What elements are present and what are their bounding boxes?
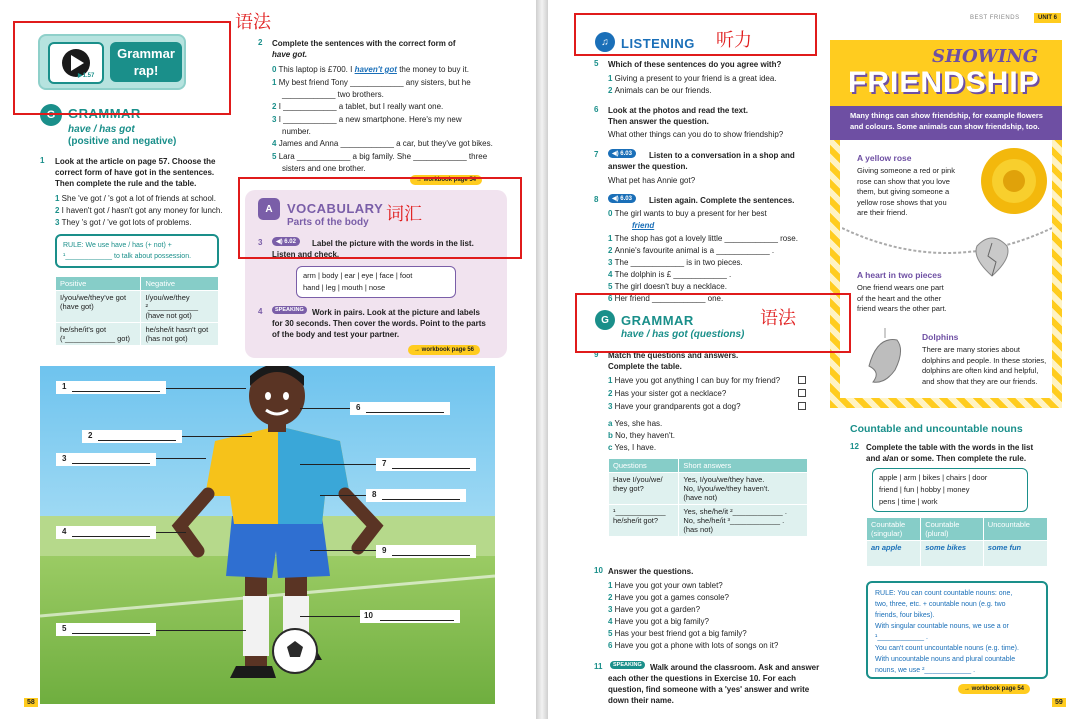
yellow-rose-image [976, 146, 1052, 216]
text-line: One friend wears one part [857, 283, 944, 292]
rule-line: friends, four bikes). [875, 612, 935, 619]
word-list-line: pens | time | work [879, 497, 938, 506]
text-line: friend wears the other part. [857, 304, 947, 313]
exercise-9-question: 3 Have your grandparents got a dog? [608, 402, 741, 411]
exercise-10-item: 4 Have you got a big family? [608, 617, 709, 626]
exercise-7-question: What pet has Annie got? [608, 176, 696, 185]
label-box-1[interactable] [56, 381, 166, 394]
exercise-8-item: 5 The girl doesn't buy a necklace. [608, 282, 727, 291]
label-number: 3 [62, 454, 67, 463]
grammar-subtitle: have / has got (questions) [621, 329, 745, 340]
exercise-2-item: 3 I ____________ a new smartphone. Here's my new [272, 115, 462, 124]
rule-box [866, 581, 1048, 679]
badge-text: Grammar rap! [110, 42, 182, 82]
exercise-9-answer: c Yes, I have. [608, 443, 657, 452]
label-line [72, 463, 150, 464]
exercise-2-item: 4 James and Anna ____________ a car, but they've got bikes. [272, 139, 493, 148]
label-number: 6 [356, 403, 361, 412]
label-box-8[interactable] [366, 489, 466, 502]
grammar-title: GRAMMAR [68, 106, 141, 121]
exercise-1-item: 1 She 've got / 's got a lot of friends at school. [55, 194, 216, 203]
exercise-9-instruction: Complete the table. [608, 362, 682, 371]
article-intro [830, 106, 1062, 140]
article-title: SHOWING [932, 46, 1039, 67]
table-cell: Yes, I/you/we/they have. No, I/you/we/they haven't. (have not) [679, 473, 808, 505]
headphones-icon: ♫ [595, 32, 615, 52]
table-cell: ¹____________ he/she/it got? [609, 505, 679, 537]
answer-checkbox[interactable] [798, 389, 806, 397]
rule-line: two, three, etc. + countable noun (e.g. two [875, 601, 1006, 608]
exercise-8-instruction: Listen again. Complete the sentences. [649, 196, 795, 205]
label-pointer [300, 408, 350, 409]
article-title: FRIENDSHIP [848, 66, 1040, 99]
label-number: 8 [372, 490, 377, 499]
exercise-1-item: 2 I haven't got / hasn't got any money for lunch. [55, 206, 223, 215]
label-line [72, 633, 150, 634]
exercise-4-instruction: of the body and test your partner. [272, 330, 400, 339]
word-list-line: arm | body | ear | eye | face | foot [303, 271, 413, 280]
exercise-1-instruction: correct form of have got in the sentences. [55, 168, 215, 177]
right-page [548, 0, 1080, 719]
grammar-title: GRAMMAR [621, 313, 694, 328]
workbook-link[interactable]: → workbook page 54 [410, 175, 482, 185]
label-box-6[interactable] [350, 402, 450, 415]
label-line [392, 555, 470, 556]
label-box-3[interactable] [56, 453, 156, 466]
exercise-7-instruction: Listen to a conversation in a shop and [649, 151, 795, 160]
label-number: 9 [382, 546, 387, 555]
exercise-10-item: 3 Have you got a garden? [608, 605, 701, 614]
exercise-9-answer: a Yes, she has. [608, 419, 663, 428]
annotation-box-vocabulary [238, 177, 522, 259]
workbook-link[interactable]: → workbook page 54 [958, 684, 1030, 694]
text-line: There are many stories about [922, 345, 1020, 354]
exercise-10-instruction: Answer the questions. [608, 567, 694, 576]
exercise-8-item: 6 Her friend ____________ one. [608, 294, 724, 303]
exercise-8-item: 4 The dolphin is £ ____________ . [608, 270, 732, 279]
section-heading: A yellow rose [857, 153, 912, 163]
rule-line: With uncountable nouns and plural countable [875, 656, 1016, 663]
label-line [380, 620, 454, 621]
table-header: Countable (plural) [921, 518, 984, 541]
table-cell: some bikes [921, 541, 984, 567]
rule-line: nouns, we use ²____________ . [875, 667, 976, 674]
word-list-box [872, 468, 1028, 512]
answer-checkbox[interactable] [798, 376, 806, 384]
label-pointer [166, 388, 246, 389]
label-pointer [182, 436, 252, 437]
rule-line: ¹____________ to talk about possession. [63, 253, 192, 260]
exercise-2-item: number. [282, 127, 311, 136]
annotation-box-listening [574, 13, 817, 56]
exercise-2-instruction: have got. [272, 50, 308, 59]
label-pointer [300, 616, 360, 617]
exercise-4-number: 4 [258, 307, 263, 316]
text-line: them, but giving someone a [857, 187, 950, 196]
countable-table [866, 517, 1048, 567]
exercise-7-number: 7 [594, 150, 599, 159]
section-heading: Dolphins [922, 332, 959, 342]
text-line: and show that they are our friends. [922, 376, 1038, 386]
section-text [857, 166, 955, 219]
exercise-6-instruction: Then answer the question. [608, 117, 709, 126]
page-number: 58 [24, 698, 38, 707]
label-pointer [156, 532, 186, 533]
vocabulary-icon: A [258, 198, 280, 220]
annotation-box-grammar-2 [575, 293, 851, 353]
rule-line: ¹____________ . [875, 634, 928, 641]
text-line: yellow rose shows that you [857, 197, 947, 207]
page-number: 59 [1052, 698, 1066, 707]
exercise-11-number: 11 [594, 662, 603, 671]
label-number: 10 [364, 611, 373, 620]
rule-line: RULE: You can count countable nouns: one, [875, 590, 1013, 597]
grammar-icon: G [595, 310, 615, 330]
label-number: 2 [88, 431, 93, 440]
exercise-5-item: 2 Animals can be our friends. [608, 86, 712, 95]
exercise-2-instruction: Complete the sentences with the correct form of [272, 39, 456, 48]
exercise-9-answer: b No, they haven't. [608, 431, 675, 440]
dolphin-pendant-image [857, 326, 913, 388]
exercise-2-number: 2 [258, 38, 263, 47]
have-got-table [55, 276, 219, 346]
exercise-3-number: 3 [258, 238, 263, 247]
exercise-10-number: 10 [594, 566, 603, 575]
badge-audio-label: ▶1.57 [78, 73, 95, 79]
label-line [72, 536, 150, 537]
rule-line: You can't count uncountable nouns (e.g. time). [875, 645, 1019, 652]
table-cell: an apple [867, 541, 921, 567]
exercise-2-item: 2 I ____________ a tablet, but I really want one. [272, 102, 444, 111]
table-header: Countable (singular) [867, 518, 921, 541]
label-pointer [300, 464, 376, 465]
exercise-10-item: 2 Have you got a games console? [608, 593, 729, 602]
unit-badge: UNIT 6 [1034, 13, 1061, 23]
annotation-label-grammar-2: 语法 [760, 308, 796, 329]
label-box-10[interactable] [360, 610, 460, 623]
exercise-2-item: sisters and one brother. [282, 164, 366, 173]
word-list-line: hand | leg | mouth | nose [303, 283, 386, 292]
table-cell: I/you/we/they've got (have got) [56, 291, 141, 323]
audio-button[interactable]: ◀) 6.03 [608, 149, 636, 158]
running-header: BEST FRIENDS [970, 15, 1020, 21]
table-cell: some fun [983, 541, 1047, 567]
exercise-3-instruction: Label the picture with the words in the list. [312, 239, 474, 248]
rule-line: RULE: We use have / has (+ not) + [63, 242, 172, 249]
label-number: 1 [62, 382, 67, 391]
word-list-line: friend | fun | hobby | money [879, 485, 970, 494]
exercise-12-number: 12 [850, 442, 859, 451]
exercise-5-number: 5 [594, 59, 599, 68]
exercise-6-number: 6 [594, 105, 599, 114]
text-line: of the heart and the other [857, 293, 942, 303]
label-line [366, 412, 444, 413]
label-box-5[interactable] [56, 623, 156, 636]
exercise-8-answer: friend [632, 221, 655, 230]
exercise-4-instruction: for 30 seconds. Then cover the words. Point to the parts [272, 319, 486, 328]
label-number: 7 [382, 459, 387, 468]
label-number: 4 [62, 527, 67, 536]
exercise-8-item: 2 Annie's favourite animal is a ____________ . [608, 246, 775, 255]
listening-title: LISTENING [621, 36, 695, 51]
table-header: Positive [56, 277, 141, 291]
section-text [857, 283, 947, 315]
table-cell: he/she/it hasn't got (has not got) [141, 323, 219, 346]
label-pointer [156, 458, 206, 459]
text-line: are their friend. [857, 208, 908, 217]
exercise-1-instruction: Look at the article on page 57. Choose the [55, 157, 216, 166]
word-list-line: apple | arm | bikes | chairs | door [879, 473, 988, 482]
table-cell: Yes, she/he/it ²____________ . No, she/he/it ³____________ . (has not) [679, 505, 808, 537]
grammar-subtitle: have / has got [68, 124, 135, 135]
label-box-2[interactable] [82, 430, 182, 443]
annotation-label-vocabulary: 词汇 [386, 204, 422, 225]
text-line: rose can show that you love [857, 176, 950, 186]
label-line [72, 391, 160, 392]
exercise-12-instruction: and a/an or some. Then complete the rule. [866, 454, 1027, 463]
exercise-11-instruction: each other the questions in Exercise 10. For each [608, 674, 797, 683]
table-header: Short answers [679, 459, 808, 473]
exercise-11-instruction: Walk around the classroom. Ask and answer [650, 663, 820, 672]
label-pointer [310, 550, 376, 551]
exercise-9-instruction: Match the questions and answers. [608, 351, 739, 360]
audio-button[interactable]: ◀) 6.02 [272, 237, 300, 246]
exercise-11-instruction: question, find someone with a 'yes' answer and write [608, 685, 810, 694]
table-cell: he/she/it's got (³____________ got) [56, 323, 141, 346]
exercise-8-item: 1 The shop has got a lovely little ____________ rose. [608, 234, 798, 243]
section-heading: A heart in two pieces [857, 270, 942, 280]
exercise-6-question: What other things can you do to show friendship? [608, 130, 784, 139]
label-line [382, 499, 460, 500]
vocabulary-title: VOCABULARY [287, 201, 384, 216]
exercise-12-instruction: Complete the table with the words in the list [866, 443, 1034, 452]
article-intro-line: and colours. Some animals can show friendship, too. [850, 122, 1040, 131]
exercise-3-instruction: Listen and check. [272, 250, 340, 259]
exercise-9-question: 2 Has your sister got a necklace? [608, 389, 727, 398]
label-pointer [320, 495, 366, 496]
workbook-link[interactable]: → workbook page 56 [408, 345, 480, 355]
text-line: dolphins and people. In these stories, [922, 355, 1047, 365]
label-number: 5 [62, 624, 67, 633]
exercise-10-item: 6 Have you got a phone with lots of songs on it? [608, 641, 779, 650]
label-line [392, 468, 470, 469]
exercise-2-item: 5 Lara ____________ a big family. She ____________ three [272, 152, 488, 161]
exercise-1-instruction: Then complete the rule and the table. [55, 179, 197, 188]
table-header: Negative [141, 277, 219, 291]
table-header: Questions [609, 459, 679, 473]
exercise-7-instruction: answer the question. [608, 162, 688, 171]
audio-button[interactable]: ◀) 6.03 [608, 194, 636, 203]
rule-line: With singular countable nouns, we use a or [875, 623, 1009, 630]
grammar-subtitle-2: (positive and negative) [68, 136, 177, 147]
label-line [98, 440, 176, 441]
exercise-6-instruction: Look at the photos and read the text. [608, 106, 749, 115]
questions-table [608, 458, 808, 537]
label-box-7[interactable] [376, 458, 476, 471]
exercise-1-number: 1 [40, 156, 45, 165]
exercise-10-item: 1 Have you got your own tablet? [608, 581, 723, 590]
annotation-box-grammar [13, 21, 231, 115]
article-intro-line: Many things can show friendship, for example flowers [850, 111, 1043, 120]
vocabulary-subtitle: Parts of the body [287, 217, 369, 228]
section-text [922, 345, 1046, 387]
exercise-4-instruction: Work in pairs. Look at the picture and labels [312, 308, 480, 317]
exercise-8-number: 8 [594, 195, 599, 204]
exercise-5-instruction: Which of these sentences do you agree with? [608, 60, 782, 69]
table-cell: Have I/you/we/ they got? [609, 473, 679, 505]
countable-title: Countable and uncountable nouns [850, 423, 1023, 435]
answer-checkbox[interactable] [798, 402, 806, 410]
label-box-9[interactable] [376, 545, 476, 558]
exercise-8-item: 3 The ____________ is in two pieces. [608, 258, 743, 267]
annotation-label-listening: 听力 [716, 30, 752, 51]
word-list-box [296, 266, 456, 298]
speaking-badge: SPEAKING [272, 306, 307, 314]
table-header: Uncountable [983, 518, 1047, 541]
exercise-2-item: 1 My best friend Tony ____________ any sisters, but he [272, 78, 471, 87]
text-line: dolphins are often kind and helpful, [922, 366, 1039, 375]
grammar-icon: G [40, 104, 62, 126]
exercise-2-item: 0 This laptop is £700. I haven't got the money to buy it. [272, 65, 470, 74]
page-fold [536, 0, 548, 719]
exercise-11-instruction: down their name. [608, 696, 674, 705]
exercise-8-item: 0 The girl wants to buy a present for her best [608, 209, 767, 218]
speaking-badge: SPEAKING [610, 661, 645, 669]
exercise-9-number: 9 [594, 350, 599, 359]
table-cell: I/you/we/they ²____________ (have not got) [141, 291, 219, 323]
exercise-1-item: 3 They 's got / 've got lots of problems. [55, 218, 192, 227]
exercise-2-item: ____________ two brothers. [282, 90, 384, 99]
exercise-9-question: 1 Have you got anything I can buy for my friend? [608, 376, 781, 385]
label-pointer [156, 630, 246, 631]
exercise-5-item: 1 Giving a present to your friend is a great idea. [608, 74, 777, 83]
label-box-4[interactable] [56, 526, 156, 539]
rule-box [55, 234, 219, 268]
text-line: Giving someone a red or pink [857, 166, 955, 175]
annotation-label-grammar: 语法 [235, 12, 271, 33]
exercise-10-item: 5 Has your best friend got a big family? [608, 629, 747, 638]
